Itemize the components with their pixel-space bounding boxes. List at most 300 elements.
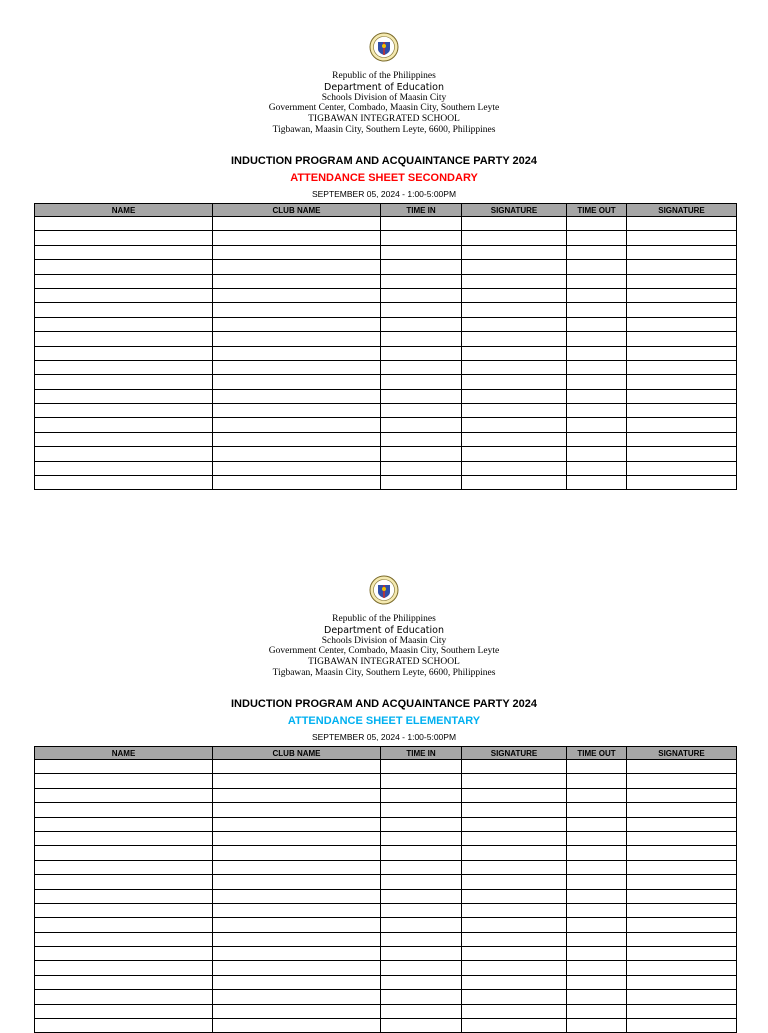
table-row [35,846,737,860]
table-row [35,476,737,490]
attendance-cell[interactable] [381,932,462,946]
attendance-cell[interactable] [627,846,737,860]
attendance-cell[interactable] [35,875,213,889]
attendance-cell[interactable] [381,303,462,317]
attendance-cell[interactable] [213,375,381,389]
attendance-cell[interactable] [627,918,737,932]
attendance-cell[interactable] [462,332,567,346]
attendance-cell[interactable] [567,918,627,932]
attendance-cell[interactable] [35,961,213,975]
table-row [35,975,737,989]
attendance-cell[interactable] [213,1004,381,1018]
attendance-cell[interactable] [35,418,213,432]
attendance-cell[interactable] [381,889,462,903]
attendance-cell[interactable] [627,404,737,418]
attendance-cell[interactable] [213,817,381,831]
attendance-cell[interactable] [462,346,567,360]
table-row [35,875,737,889]
attendance-cell[interactable] [381,317,462,331]
attendance-cell[interactable] [627,860,737,874]
attendance-cell[interactable] [213,303,381,317]
attendance-cell[interactable] [213,260,381,274]
attendance-cell[interactable] [381,245,462,259]
attendance-cell[interactable] [627,774,737,788]
attendance-cell[interactable] [381,274,462,288]
table-row [35,903,737,917]
attendance-cell[interactable] [213,947,381,961]
attendance-cell[interactable] [381,432,462,446]
attendance-cell[interactable] [627,217,737,231]
attendance-cell[interactable] [567,932,627,946]
column-header: TIME OUT [567,747,627,760]
table-row [35,432,737,446]
attendance-cell[interactable] [627,360,737,374]
attendance-cell[interactable] [213,788,381,802]
attendance-cell[interactable] [627,389,737,403]
attendance-cell[interactable] [462,990,567,1004]
attendance-cell[interactable] [381,846,462,860]
attendance-cell[interactable] [35,260,213,274]
attendance-cell[interactable] [462,404,567,418]
attendance-cell[interactable] [627,961,737,975]
table-row [35,274,737,288]
attendance-cell[interactable] [627,260,737,274]
attendance-cell[interactable] [627,817,737,831]
attendance-cell[interactable] [35,817,213,831]
attendance-cell[interactable] [627,932,737,946]
attendance-cell[interactable] [567,860,627,874]
attendance-cell[interactable] [567,245,627,259]
attendance-cell[interactable] [35,1019,213,1033]
attendance-cell[interactable] [567,817,627,831]
attendance-cell[interactable] [567,404,627,418]
attendance-cell[interactable] [213,918,381,932]
attendance-cell[interactable] [213,803,381,817]
attendance-cell[interactable] [567,260,627,274]
column-header: SIGNATURE [627,204,737,217]
attendance-cell[interactable] [213,432,381,446]
attendance-cell[interactable] [567,461,627,475]
table-row [35,788,737,802]
attendance-cell[interactable] [35,217,213,231]
attendance-cell[interactable] [462,831,567,845]
attendance-cell[interactable] [35,774,213,788]
attendance-cell[interactable] [462,447,567,461]
attendance-cell[interactable] [213,975,381,989]
attendance-cell[interactable] [567,217,627,231]
attendance-cell[interactable] [567,760,627,774]
attendance-cell[interactable] [462,288,567,302]
attendance-cell[interactable] [462,274,567,288]
attendance-cell[interactable] [213,875,381,889]
attendance-cell[interactable] [462,803,567,817]
department-line: Department of Education [324,625,444,636]
column-header: CLUB NAME [213,747,381,760]
attendance-cell[interactable] [462,846,567,860]
attendance-cell[interactable] [381,975,462,989]
attendance-cell[interactable] [567,990,627,1004]
attendance-cell[interactable] [567,875,627,889]
attendance-cell[interactable] [627,274,737,288]
table-row [35,360,737,374]
attendance-cell[interactable] [35,432,213,446]
table-row [35,332,737,346]
government-center-line: Government Center, Combado, Maasin City, Southern Leyte [268,103,500,113]
attendance-cell[interactable] [213,404,381,418]
attendance-cell[interactable] [381,817,462,831]
attendance-cell[interactable] [35,317,213,331]
deped-seal-icon [369,32,399,62]
attendance-cell[interactable] [462,432,567,446]
attendance-cell[interactable] [627,245,737,259]
attendance-cell[interactable] [213,461,381,475]
attendance-cell[interactable] [35,231,213,245]
attendance-cell[interactable] [462,1004,567,1018]
address-line: Tigbawan, Maasin City, Southern Leyte, 6600, Philippines [272,668,496,678]
attendance-cell[interactable] [567,389,627,403]
table-row [35,1004,737,1018]
table-row [35,889,737,903]
attendance-cell[interactable] [567,947,627,961]
attendance-cell[interactable] [213,231,381,245]
column-header: SIGNATURE [627,747,737,760]
column-header: CLUB NAME [213,204,381,217]
attendance-cell[interactable] [381,217,462,231]
attendance-cell[interactable] [567,476,627,490]
attendance-cell[interactable] [35,889,213,903]
attendance-cell[interactable] [462,389,567,403]
attendance-cell[interactable] [35,918,213,932]
attendance-cell[interactable] [462,360,567,374]
attendance-cell[interactable] [381,831,462,845]
attendance-cell[interactable] [213,831,381,845]
column-header: SIGNATURE [462,204,567,217]
attendance-cell[interactable] [462,461,567,475]
attendance-cell[interactable] [462,317,567,331]
attendance-cell[interactable] [567,803,627,817]
attendance-cell[interactable] [213,288,381,302]
table-row [35,404,737,418]
attendance-cell[interactable] [381,903,462,917]
school-line: TIGBAWAN INTEGRATED SCHOOL [308,657,460,667]
attendance-cell[interactable] [462,1019,567,1033]
attendance-cell[interactable] [381,990,462,1004]
table-row [35,461,737,475]
attendance-cell[interactable] [462,961,567,975]
attendance-cell[interactable] [381,1019,462,1033]
attendance-cell[interactable] [567,846,627,860]
table-row [35,288,737,302]
attendance-cell[interactable] [213,274,381,288]
attendance-cell[interactable] [462,760,567,774]
attendance-cell[interactable] [567,303,627,317]
republic-line: Republic of the Philippines [332,614,436,624]
attendance-cell[interactable] [213,961,381,975]
column-header: SIGNATURE [462,747,567,760]
attendance-cell[interactable] [381,947,462,961]
attendance-cell[interactable] [567,288,627,302]
attendance-cell[interactable] [567,231,627,245]
table-header-row [35,747,737,760]
attendance-cell[interactable] [462,903,567,917]
address-line: Tigbawan, Maasin City, Southern Leyte, 6600, Philippines [272,125,496,135]
attendance-cell[interactable] [213,360,381,374]
attendance-cell[interactable] [462,788,567,802]
attendance-cell[interactable] [462,932,567,946]
attendance-cell[interactable] [627,476,737,490]
table-row [35,260,737,274]
table-row [35,418,737,432]
attendance-cell[interactable] [35,461,213,475]
table-row [35,947,737,961]
attendance-cell[interactable] [567,889,627,903]
attendance-cell[interactable] [381,1004,462,1018]
attendance-cell[interactable] [567,1019,627,1033]
column-header: NAME [35,747,213,760]
table-row [35,231,737,245]
attendance-cell[interactable] [213,317,381,331]
attendance-cell[interactable] [462,889,567,903]
attendance-cell[interactable] [35,332,213,346]
table-row [35,803,737,817]
attendance-cell[interactable] [567,332,627,346]
attendance-cell[interactable] [381,760,462,774]
event-datetime: SEPTEMBER 05, 2024 - 1:00-5:00PM [311,732,457,742]
attendance-cell[interactable] [35,846,213,860]
attendance-cell[interactable] [213,1019,381,1033]
attendance-cell[interactable] [35,389,213,403]
attendance-cell[interactable] [213,447,381,461]
table-row [35,760,737,774]
table-row [35,389,737,403]
attendance-cell[interactable] [213,346,381,360]
attendance-cell[interactable] [627,889,737,903]
attendance-cell[interactable] [213,332,381,346]
attendance-cell[interactable] [627,447,737,461]
attendance-cell[interactable] [213,903,381,917]
attendance-cell[interactable] [213,774,381,788]
attendance-cell[interactable] [627,760,737,774]
attendance-cell[interactable] [381,788,462,802]
attendance-cell[interactable] [35,375,213,389]
attendance-cell[interactable] [462,975,567,989]
sheet-title: ATTENDANCE SHEET ELEMENTARY [287,715,481,727]
attendance-cell[interactable] [567,961,627,975]
attendance-cell[interactable] [381,346,462,360]
attendance-cell[interactable] [462,860,567,874]
event-datetime: SEPTEMBER 05, 2024 - 1:00-5:00PM [311,189,457,199]
attendance-cell[interactable] [462,875,567,889]
attendance-cell[interactable] [627,903,737,917]
attendance-cell[interactable] [627,461,737,475]
attendance-cell[interactable] [567,774,627,788]
republic-line: Republic of the Philippines [332,71,436,81]
attendance-cell[interactable] [381,418,462,432]
attendance-cell[interactable] [627,375,737,389]
attendance-cell[interactable] [35,947,213,961]
attendance-cell[interactable] [381,476,462,490]
attendance-cell[interactable] [462,476,567,490]
attendance-cell[interactable] [627,831,737,845]
attendance-cell[interactable] [35,788,213,802]
attendance-cell[interactable] [627,432,737,446]
attendance-cell[interactable] [35,990,213,1004]
attendance-table [34,746,737,1033]
attendance-cell[interactable] [35,274,213,288]
attendance-cell[interactable] [627,317,737,331]
attendance-cell[interactable] [627,346,737,360]
attendance-cell[interactable] [567,903,627,917]
attendance-cell[interactable] [567,418,627,432]
attendance-cell[interactable] [627,231,737,245]
table-row [35,217,737,231]
attendance-cell[interactable] [381,875,462,889]
attendance-cell[interactable] [462,918,567,932]
event-title: INDUCTION PROGRAM AND ACQUAINTANCE PARTY 2024 [231,698,537,710]
table-row [35,918,737,932]
attendance-cell[interactable] [213,860,381,874]
attendance-cell[interactable] [567,788,627,802]
column-header: NAME [35,204,213,217]
attendance-cell[interactable] [213,217,381,231]
attendance-cell[interactable] [567,975,627,989]
attendance-cell[interactable] [213,932,381,946]
attendance-cell[interactable] [381,332,462,346]
attendance-cell[interactable] [35,760,213,774]
attendance-cell[interactable] [567,831,627,845]
attendance-cell[interactable] [627,1004,737,1018]
attendance-cell[interactable] [627,947,737,961]
attendance-cell[interactable] [381,389,462,403]
school-line: TIGBAWAN INTEGRATED SCHOOL [308,114,460,124]
attendance-cell[interactable] [462,418,567,432]
attendance-cell[interactable] [35,932,213,946]
attendance-cell[interactable] [35,903,213,917]
attendance-cell[interactable] [381,375,462,389]
attendance-cell[interactable] [627,788,737,802]
attendance-cell[interactable] [213,476,381,490]
attendance-cell[interactable] [567,432,627,446]
attendance-cell[interactable] [567,447,627,461]
attendance-cell[interactable] [567,317,627,331]
attendance-table [34,203,737,490]
attendance-cell[interactable] [462,303,567,317]
table-row [35,1019,737,1033]
table-row [35,303,737,317]
attendance-cell[interactable] [462,260,567,274]
table-row [35,447,737,461]
attendance-cell[interactable] [381,774,462,788]
attendance-cell[interactable] [462,375,567,389]
attendance-cell[interactable] [381,961,462,975]
attendance-cell[interactable] [35,346,213,360]
attendance-cell[interactable] [213,760,381,774]
attendance-cell[interactable] [35,975,213,989]
attendance-cell[interactable] [35,303,213,317]
attendance-cell[interactable] [35,447,213,461]
attendance-cell[interactable] [213,389,381,403]
division-line: Schools Division of Maasin City [321,636,447,646]
attendance-cell[interactable] [627,1019,737,1033]
attendance-cell[interactable] [567,360,627,374]
attendance-cell[interactable] [381,288,462,302]
attendance-cell[interactable] [462,217,567,231]
attendance-cell[interactable] [567,346,627,360]
table-row [35,817,737,831]
table-row [35,860,737,874]
event-title: INDUCTION PROGRAM AND ACQUAINTANCE PARTY 2024 [231,155,537,167]
attendance-cell[interactable] [213,889,381,903]
attendance-cell[interactable] [35,360,213,374]
government-center-line: Government Center, Combado, Maasin City, Southern Leyte [268,646,500,656]
table-row [35,961,737,975]
attendance-cell[interactable] [462,817,567,831]
table-row [35,375,737,389]
attendance-cell[interactable] [567,1004,627,1018]
attendance-cell[interactable] [381,360,462,374]
attendance-cell[interactable] [462,774,567,788]
attendance-cell[interactable] [35,860,213,874]
attendance-cell[interactable] [627,332,737,346]
table-row [35,774,737,788]
attendance-cell[interactable] [627,303,737,317]
attendance-cell[interactable] [627,803,737,817]
attendance-cell[interactable] [35,404,213,418]
attendance-cell[interactable] [213,990,381,1004]
table-header-row [35,204,737,217]
attendance-cell[interactable] [627,288,737,302]
column-header: TIME OUT [567,204,627,217]
attendance-cell[interactable] [381,918,462,932]
attendance-cell[interactable] [35,803,213,817]
table-row [35,932,737,946]
attendance-cell[interactable] [35,476,213,490]
department-line: Department of Education [324,82,444,93]
attendance-cell[interactable] [567,375,627,389]
attendance-cell[interactable] [213,846,381,860]
attendance-cell[interactable] [462,245,567,259]
attendance-cell[interactable] [462,947,567,961]
attendance-cell[interactable] [381,860,462,874]
attendance-cell[interactable] [213,245,381,259]
division-line: Schools Division of Maasin City [321,93,447,103]
attendance-cell[interactable] [381,461,462,475]
attendance-cell[interactable] [627,875,737,889]
attendance-cell[interactable] [35,1004,213,1018]
attendance-cell[interactable] [35,245,213,259]
attendance-cell[interactable] [567,274,627,288]
attendance-cell[interactable] [627,418,737,432]
table-row [35,831,737,845]
column-header: TIME IN [381,747,462,760]
attendance-cell[interactable] [381,260,462,274]
table-row [35,990,737,1004]
attendance-cell[interactable] [35,831,213,845]
attendance-cell[interactable] [462,231,567,245]
attendance-cell[interactable] [627,990,737,1004]
attendance-cell[interactable] [381,803,462,817]
attendance-cell[interactable] [627,975,737,989]
attendance-cell[interactable] [213,418,381,432]
attendance-cell[interactable] [381,404,462,418]
column-header: TIME IN [381,204,462,217]
table-row [35,245,737,259]
table-row [35,346,737,360]
attendance-cell[interactable] [381,447,462,461]
table-row [35,317,737,331]
attendance-cell[interactable] [381,231,462,245]
attendance-cell[interactable] [35,288,213,302]
